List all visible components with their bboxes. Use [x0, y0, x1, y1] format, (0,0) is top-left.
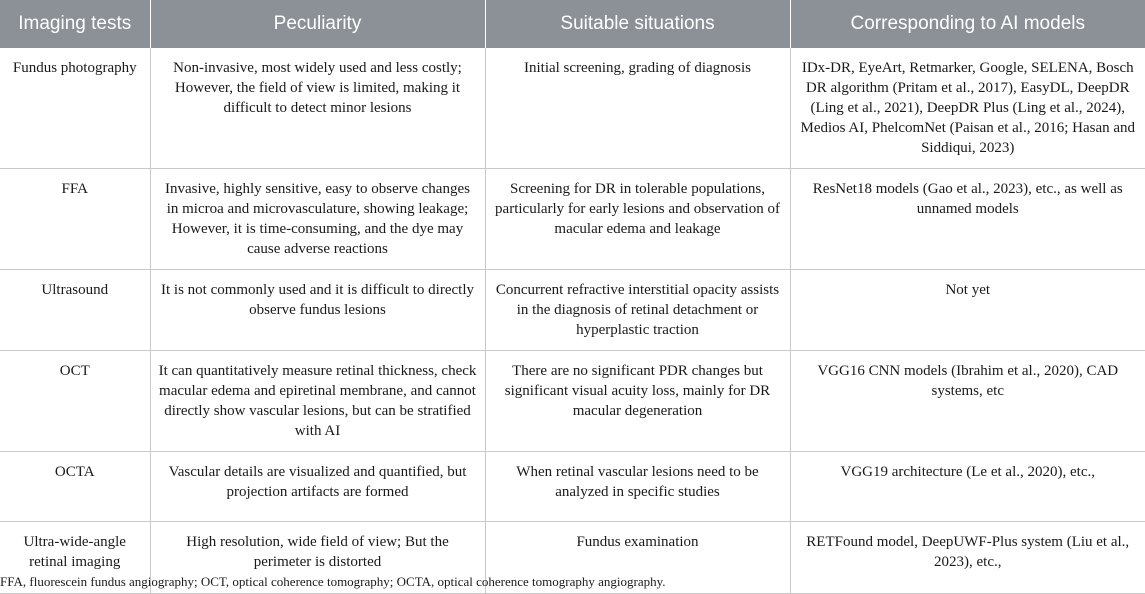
- cell-ai-models: VGG19 architecture (Le et al., 2020), etc.,: [790, 452, 1145, 522]
- table-row: [0, 48, 1145, 169]
- header-row: [0, 0, 1145, 48]
- table-row: [0, 452, 1145, 522]
- cell-peculiarity: High resolution, wide field of view; But the perimeter is distorted: [150, 522, 485, 594]
- table-row: [0, 169, 1145, 270]
- cell-peculiarity: It can quantitatively measure retinal thickness, check macular edema and epiretinal membrane, and cannot directly show vascular lesions, but can be stratified with AI: [150, 351, 485, 452]
- cell-ai-models: IDx-DR, EyeArt, Retmarker, Google, SELENA, Bosch DR algorithm (Pritam et al., 2017), EasyDL, DeepDR (Ling et al., 2021), DeepDR Plus (Ling et al., 2024), Medios AI, PhelcomNet (Paisan et al., 2016; Hasan and Siddiqui, 2023): [790, 48, 1145, 169]
- header-suitable-situations: Suitable situations: [485, 0, 790, 48]
- cell-suitable-situations: Concurrent refractive interstitial opacity assists in the diagnosis of retinal detachment or hyperplastic traction: [485, 270, 790, 351]
- table-row: [0, 270, 1145, 351]
- cell-imaging-test: Ultrasound: [0, 270, 150, 351]
- header-imaging-tests: Imaging tests: [0, 0, 150, 48]
- header-ai-models: Corresponding to AI models: [790, 0, 1145, 48]
- cell-imaging-test: OCTA: [0, 452, 150, 522]
- header-peculiarity: Peculiarity: [150, 0, 485, 48]
- cell-suitable-situations: Screening for DR in tolerable populations, particularly for early lesions and observation of macular edema and leakage: [485, 169, 790, 270]
- cell-peculiarity: Invasive, highly sensitive, easy to observe changes in microa and microvasculature, showing leakage; However, it is time-consuming, and the dye may cause adverse reactions: [150, 169, 485, 270]
- cell-suitable-situations: When retinal vascular lesions need to be analyzed in specific studies: [485, 452, 790, 522]
- cell-imaging-test: Fundus photography: [0, 48, 150, 169]
- cell-peculiarity: Non-invasive, most widely used and less costly; However, the field of view is limited, making it difficult to detect minor lesions: [150, 48, 485, 169]
- cell-suitable-situations: There are no significant PDR changes but significant visual acuity loss, mainly for DR macular degeneration: [485, 351, 790, 452]
- cell-suitable-situations: Initial screening, grading of diagnosis: [485, 48, 790, 169]
- cell-imaging-test: Ultra-wide-angle retinal imaging: [0, 522, 150, 594]
- cell-ai-models: RETFound model, DeepUWF-Plus system (Liu et al., 2023), etc.,: [790, 522, 1145, 594]
- cell-suitable-situations: Fundus examination: [485, 522, 790, 594]
- cell-imaging-test: OCT: [0, 351, 150, 452]
- cell-ai-models: ResNet18 models (Gao et al., 2023), etc., as well as unnamed models: [790, 169, 1145, 270]
- cell-peculiarity: Vascular details are visualized and quantified, but projection artifacts are formed: [150, 452, 485, 522]
- table-footnote: FFA, fluorescein fundus angiography; OCT, optical coherence tomography; OCTA, optical coherence tomography angiography.: [0, 574, 666, 589]
- cell-imaging-test: FFA: [0, 169, 150, 270]
- cell-ai-models: VGG16 CNN models (Ibrahim et al., 2020), CAD systems, etc: [790, 351, 1145, 452]
- cell-ai-models: Not yet: [790, 270, 1145, 351]
- cell-peculiarity: It is not commonly used and it is difficult to directly observe fundus lesions: [150, 270, 485, 351]
- table-row: [0, 351, 1145, 452]
